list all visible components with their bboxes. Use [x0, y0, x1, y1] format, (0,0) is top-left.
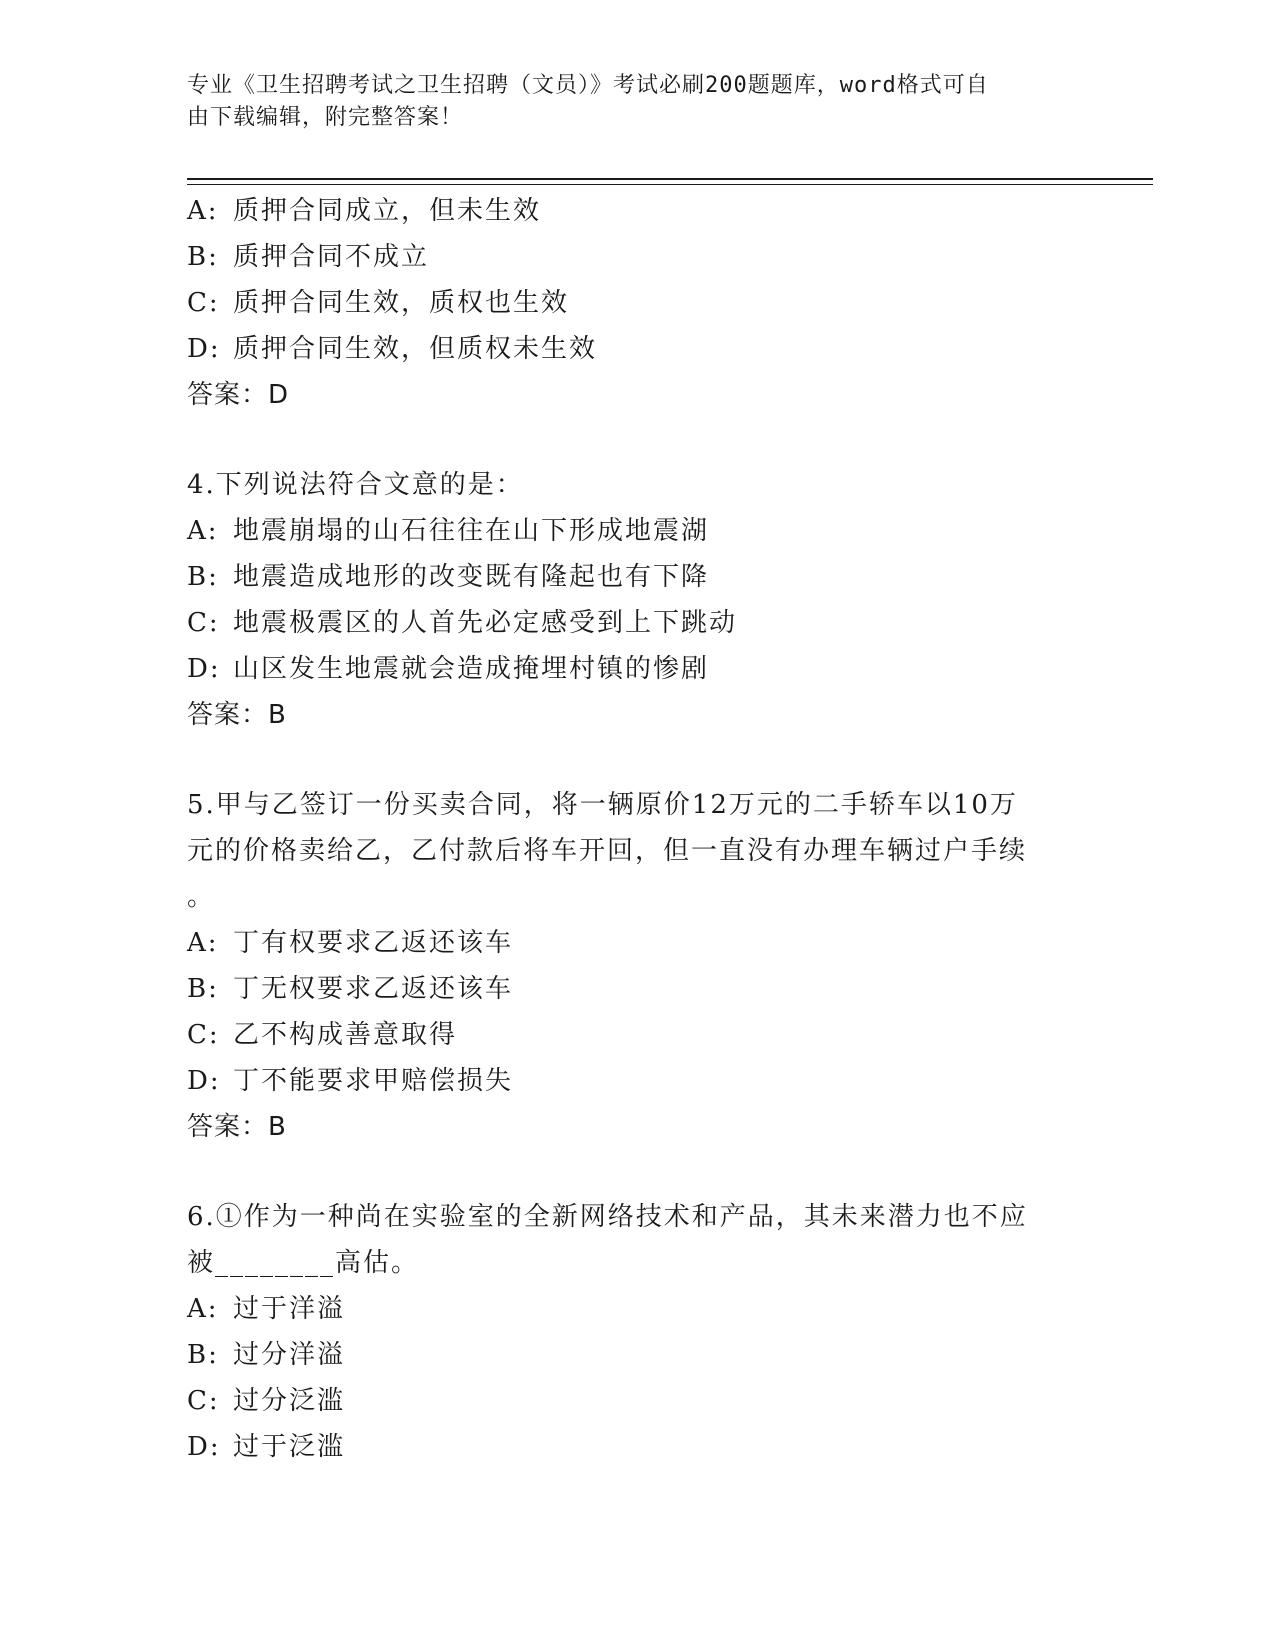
question-stem-line: 。	[187, 882, 216, 912]
option-b	[187, 234, 1067, 280]
header-divider-thin	[187, 184, 1153, 185]
option-text: 过于洋溢	[233, 1294, 346, 1324]
option-text: 质押合同不成立	[233, 242, 430, 272]
answer-line: 答案：B	[187, 1112, 287, 1142]
option-text: 地震极震区的人首先必定感受到上下跳动	[233, 608, 738, 638]
option-text: 地震造成地形的改变既有隆起也有下降	[233, 562, 710, 592]
header-divider-thick	[187, 178, 1153, 180]
option-text: 质押合同生效，质权也生效	[233, 288, 570, 318]
option-text: 丁有权要求乙返还该车	[233, 928, 514, 958]
option-label: C:	[187, 1386, 220, 1416]
option-d	[187, 1058, 1067, 1104]
option-c	[187, 1012, 1067, 1058]
question-stem-line: 6.①作为一种尚在实验室的全新网络技术和产品，其未来潜力也不应	[187, 1202, 1028, 1232]
question-5	[187, 782, 1067, 1150]
option-d	[187, 326, 1067, 372]
option-a	[187, 508, 1067, 554]
option-label: B:	[187, 562, 219, 592]
option-label: A:	[187, 516, 219, 546]
option-text: 乙不构成善意取得	[233, 1020, 458, 1050]
question-stem-line: 元的价格卖给乙，乙付款后将车开回，但一直没有办理车辆过户手续	[187, 836, 1028, 866]
option-text: 过于泛滥	[233, 1432, 346, 1462]
option-c	[187, 280, 1067, 326]
option-label: D:	[187, 1432, 221, 1462]
answer-line: 答案：B	[187, 700, 287, 730]
option-c	[187, 600, 1067, 646]
option-text: 山区发生地震就会造成掩埋村镇的惨剧	[233, 654, 710, 684]
option-text: 质押合同成立，但未生效	[233, 196, 542, 226]
option-label: C:	[187, 608, 220, 638]
option-label: D:	[187, 1066, 221, 1096]
option-b	[187, 554, 1067, 600]
option-text: 丁不能要求甲赔偿损失	[233, 1066, 514, 1096]
question-6	[187, 1194, 1067, 1470]
option-text: 丁无权要求乙返还该车	[233, 974, 514, 1004]
option-label: A:	[187, 196, 219, 226]
option-label: B:	[187, 974, 219, 1004]
question-4	[187, 462, 1067, 738]
question-stem-line: 被________高估。	[187, 1248, 420, 1278]
header-line-1: 专业《卫生招聘考试之卫生招聘（文员）》考试必刷200题题库，word格式可自	[187, 73, 989, 98]
answer-line: 答案：D	[187, 380, 290, 410]
option-b	[187, 1332, 1067, 1378]
option-label: B:	[187, 1340, 219, 1370]
option-label: D:	[187, 334, 221, 364]
question-list	[187, 188, 1067, 1470]
option-d	[187, 1424, 1067, 1470]
question-stem: 4.下列说法符合文意的是：	[187, 470, 524, 500]
option-text: 质押合同生效，但质权未生效	[233, 334, 598, 364]
option-text: 过分泛滥	[233, 1386, 346, 1416]
option-label: A:	[187, 928, 219, 958]
option-a	[187, 1286, 1067, 1332]
option-text: 地震崩塌的山石往往在山下形成地震湖	[233, 516, 710, 546]
question-stem-line: 5.甲与乙签订一份买卖合同，将一辆原价12万元的二手轿车以10万	[187, 790, 1018, 820]
option-c	[187, 1378, 1067, 1424]
question-3	[187, 188, 1067, 418]
option-b	[187, 966, 1067, 1012]
option-label: C:	[187, 288, 220, 318]
option-label: C:	[187, 1020, 220, 1050]
header-line-2: 由下载编辑，附完整答案！	[187, 105, 464, 130]
option-a	[187, 920, 1067, 966]
option-d	[187, 646, 1067, 692]
option-a	[187, 188, 1067, 234]
option-label: B:	[187, 242, 219, 272]
option-label: A:	[187, 1294, 219, 1324]
option-text: 过分洋溢	[233, 1340, 346, 1370]
document-header	[187, 70, 1067, 134]
option-label: D:	[187, 654, 221, 684]
